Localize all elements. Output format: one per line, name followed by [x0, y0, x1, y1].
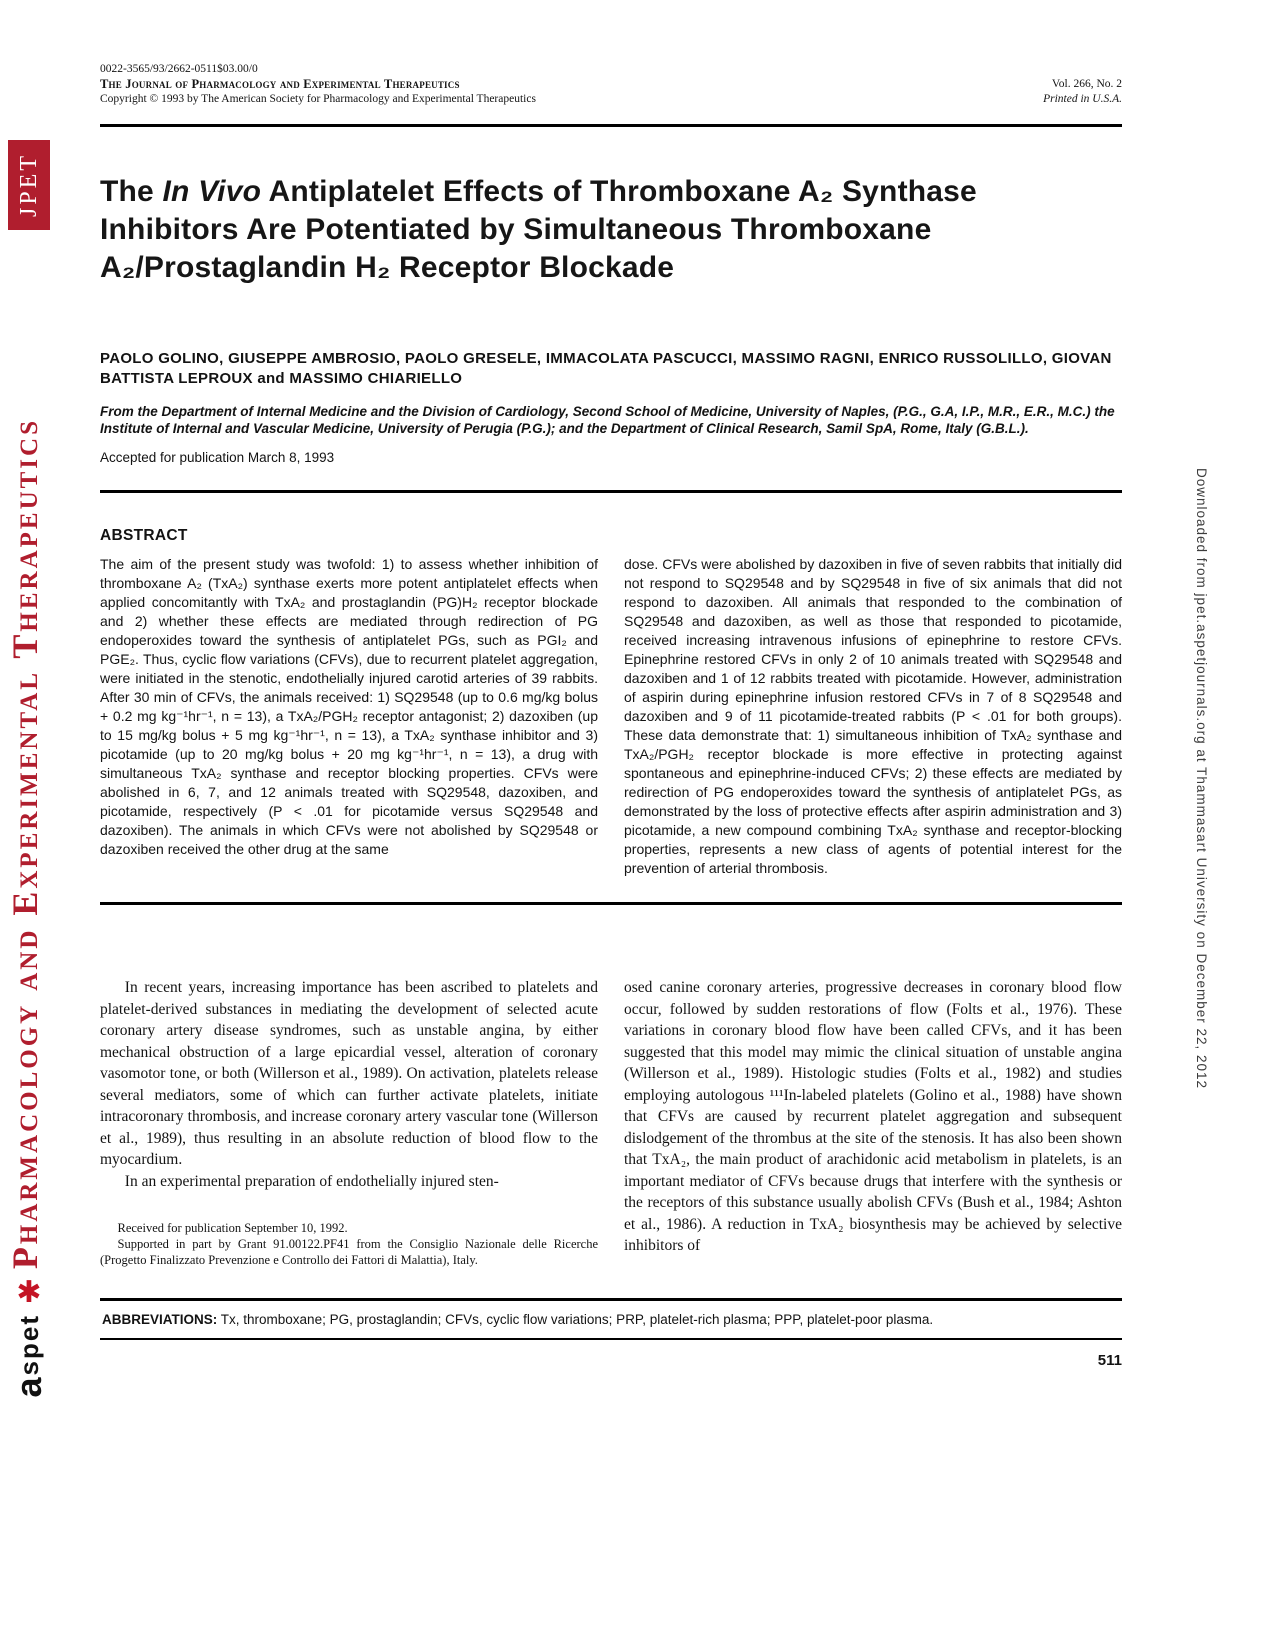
body-paragraph: osed canine coronary arteries, progressive decreases in coronary blood flow occur, followed by sudden restorations of flow (Folts et al., 1976). These variations in coronary blood flow have been called CFVs, and it has been suggested that this model may mimic the clinical situation of unstable angina (Willerson et al., 1989). Histologic studies (Folts et al., 1982) and studies employing autologous ¹¹¹In-labeled platelets (Golino et al., 1988) have shown that CFVs are caused by recurrent platelet aggregation and subsequent dislodgement of the thrombus at the site of the stenosis. It has also been shown that TxA₂, the main product of arachidonic acid metabolism in platelets, is an important mediator of CFVs because drugs that interfere with the synthesis or the receptors of this substance usually abolish CFVs (Bush et al., 1984; Ashton et al., 1986). A reduction in TxA₂ biosynthesis may be achieved by selective inhibitors of: [624, 979, 1122, 1254]
title-line-1: [100, 173, 1122, 211]
header-rule: [100, 490, 1122, 493]
footnote-received: Received for publication September 10, 1992.: [117, 1221, 348, 1235]
footnotes: [100, 1220, 598, 1268]
aspet-logo: [6, 1278, 52, 1398]
masthead: [100, 62, 1122, 107]
printed-in: Printed in U.S.A.: [1043, 93, 1122, 105]
masthead-left: [100, 62, 536, 107]
abbreviations-bar: [100, 1298, 1122, 1340]
footnote-supported: Supported in part by Grant 91.00122.PF41 from the Consiglio Nazionale delle Ricerche (Progetto Finalizzato Prevenzione e Controllo dei Fattori di Malattia), Italy.: [100, 1237, 598, 1267]
journal-name-vertical: Pharmacology and Experimental Therapeutics: [5, 417, 45, 1269]
article-title: [100, 173, 1122, 287]
title-line-2: Inhibitors Are Potentiated by Simultaneous Thromboxane: [100, 213, 932, 246]
jpet-logo-text: JPET: [15, 152, 42, 217]
volume-number: Vol. 266, No. 2: [1051, 78, 1122, 90]
title-line-3: A₂/Prostaglandin H₂ Receptor Blockade: [100, 251, 675, 284]
issn-code: 0022-3565/93/2662-0511$03.00/0: [100, 63, 258, 75]
abbreviations-list: Tx, thromboxane; PG, prostaglandin; CFVs, cyclic flow variations; PRP, platelet-rich plasma; PPP, platelet-poor plasma.: [220, 1312, 934, 1327]
copyright-line: Copyright © 1993 by The American Society for Pharmacology and Experimental Therapeutics: [100, 93, 536, 105]
abstract-rule: [100, 902, 1122, 905]
abstract-columns: [100, 555, 1122, 878]
abstract-section: [100, 527, 1122, 878]
download-watermark: Downloaded from jpet.aspetjournals.org at Thammasart University on December 22, 2012: [1194, 468, 1209, 1090]
body-column-left: [100, 977, 598, 1268]
aspet-flower-icon: ✱: [16, 1276, 42, 1309]
journal-name: The Journal of Pharmacology and Experimental Therapeutics: [100, 77, 460, 91]
accepted-date: Accepted for publication March 8, 1993: [100, 450, 335, 465]
aspet-logo-text: aspet: [8, 1314, 49, 1398]
affiliation: From the Department of Internal Medicine and the Division of Cardiology, Second School of Medicine, University of Naples, (P.G., G.A, I.P., M.R., E.R., M.C.) the Institute of Internal and Vascular Medicine, University of Perugia (P.G.); and the Department of Clinical Research, Samil SpA, Rome, Italy (G.B.L.).: [100, 404, 1115, 436]
title-italic-in-vivo: In Vivo: [162, 175, 262, 208]
masthead-right: [1043, 77, 1122, 107]
page-number: 511: [1097, 1352, 1122, 1369]
article-body: [100, 977, 1122, 1268]
author-list: PAOLO GOLINO, GIUSEPPE AMBROSIO, PAOLO GRESELE, IMMACOLATA PASCUCCI, MASSIMO RAGNI, ENRICO RUSSOLILLO, GIOVAN BATTISTA LEPROUX and MASSIMO CHIARIELLO: [100, 350, 1112, 387]
jpet-logo-box: [8, 140, 50, 230]
abstract-heading: ABSTRACT: [100, 527, 188, 544]
abstract-column-right: dose. CFVs were abolished by dazoxiben in five of seven rabbits that initially did not respond to SQ29548 and by SQ29548 in five of six animals that did not respond to dazoxiben. All animals that responded to the combination of SQ29548 and dazoxiben, as well as those that responded to picotamide, received increasing intravenous infusions of epinephrine to restore CFVs. Epinephrine restored CFVs in only 2 of 10 animals treated with SQ29548 and dazoxiben and 1 of 12 rabbits treated with picotamide. However, administration of aspirin during epinephrine infusion restored CFVs in 7 of 8 SQ29548 and dazoxiben and 9 of 11 picotamide-treated rabbits (P < .01 for both groups). These data demonstrate that: 1) simultaneous inhibition of TxA₂ synthase and TxA₂/PGH₂ receptor blockade is more effective in protecting against spontaneous and epinephrine-induced CFVs; 2) these effects are mediated by redirection of PG endoperoxides toward the synthesis of antiplatelet PGs, as demonstrated by the loss of protective effects after aspirin administration and 3) picotamide, a new compound combining TxA₂ synthase and receptor-blocking properties, represents a new class of agents of potential interest for the prevention of arterial thrombosis.: [624, 556, 1122, 876]
abstract-column-left: The aim of the present study was twofold: 1) to assess whether inhibition of thromboxane A₂ (TxA₂) synthase exerts more potent antiplatelet effects when applied concomitantly with TxA₂ and prostaglandin (PG)H₂ receptor blockade and 2) whether these effects are mediated through redirection of PG endoperoxides toward the synthesis of antiplatelet PGs, such as PGI₂ and PGE₂. Thus, cyclic flow variations (CFVs), due to recurrent platelet aggregation, were initiated in the stenotic, endothelially injured carotid arteries of 39 rabbits. After 30 min of CFVs, the animals received: 1) SQ29548 (up to 0.6 mg/kg bolus + 0.2 mg kg⁻¹hr⁻¹, n = 13), a TxA₂/PGH₂ receptor antagonist; 2) dazoxiben (up to 15 mg/kg bolus + 5 mg kg⁻¹hr⁻¹, n = 13), a TxA₂ synthase inhibitor and 3) picotamide (up to 20 mg/kg bolus + 20 mg kg⁻¹hr⁻¹, n = 13), a drug with simultaneous TxA₂ synthase and receptor blocking properties. CFVs were abolished in 6, 7, and 12 animals treated with SQ29548, dazoxiben, and picotamide, respectively (P < .01 for picotamide versus SQ29548 and dazoxiben). The animals in which CFVs were not abolished by SQ29548 or dazoxiben received the other drug at the same: [100, 556, 598, 857]
body-column-right: [624, 977, 1122, 1268]
masthead-rule: [100, 124, 1122, 127]
article-page: [100, 62, 1122, 1369]
title-text: Antiplatelet Effects of Thromboxane A₂ Synthase: [261, 175, 977, 208]
abbreviations-label: ABBREVIATIONS:: [102, 1312, 218, 1327]
body-paragraph: In an experimental preparation of endothelially injured sten-: [124, 1172, 499, 1190]
abbreviations-text: [102, 1311, 1120, 1328]
body-paragraph: In recent years, increasing importance has been ascribed to platelets and platelet-derived substances in mediating the development of selected acute coronary artery disease syndromes, such as unstable angina, by either mechanical obstruction of a large epicardial vessel, alteration of coronary vasomotor tone, or both (Willerson et al., 1989). On activation, platelets release several mediators, some of which can further activate platelets, initiate intracoronary thrombosis, and increase coronary artery vascular tone (Willerson et al., 1989), thus resulting in an absolute reduction of blood flow to the myocardium.: [100, 979, 598, 1168]
title-text: The: [100, 175, 163, 208]
